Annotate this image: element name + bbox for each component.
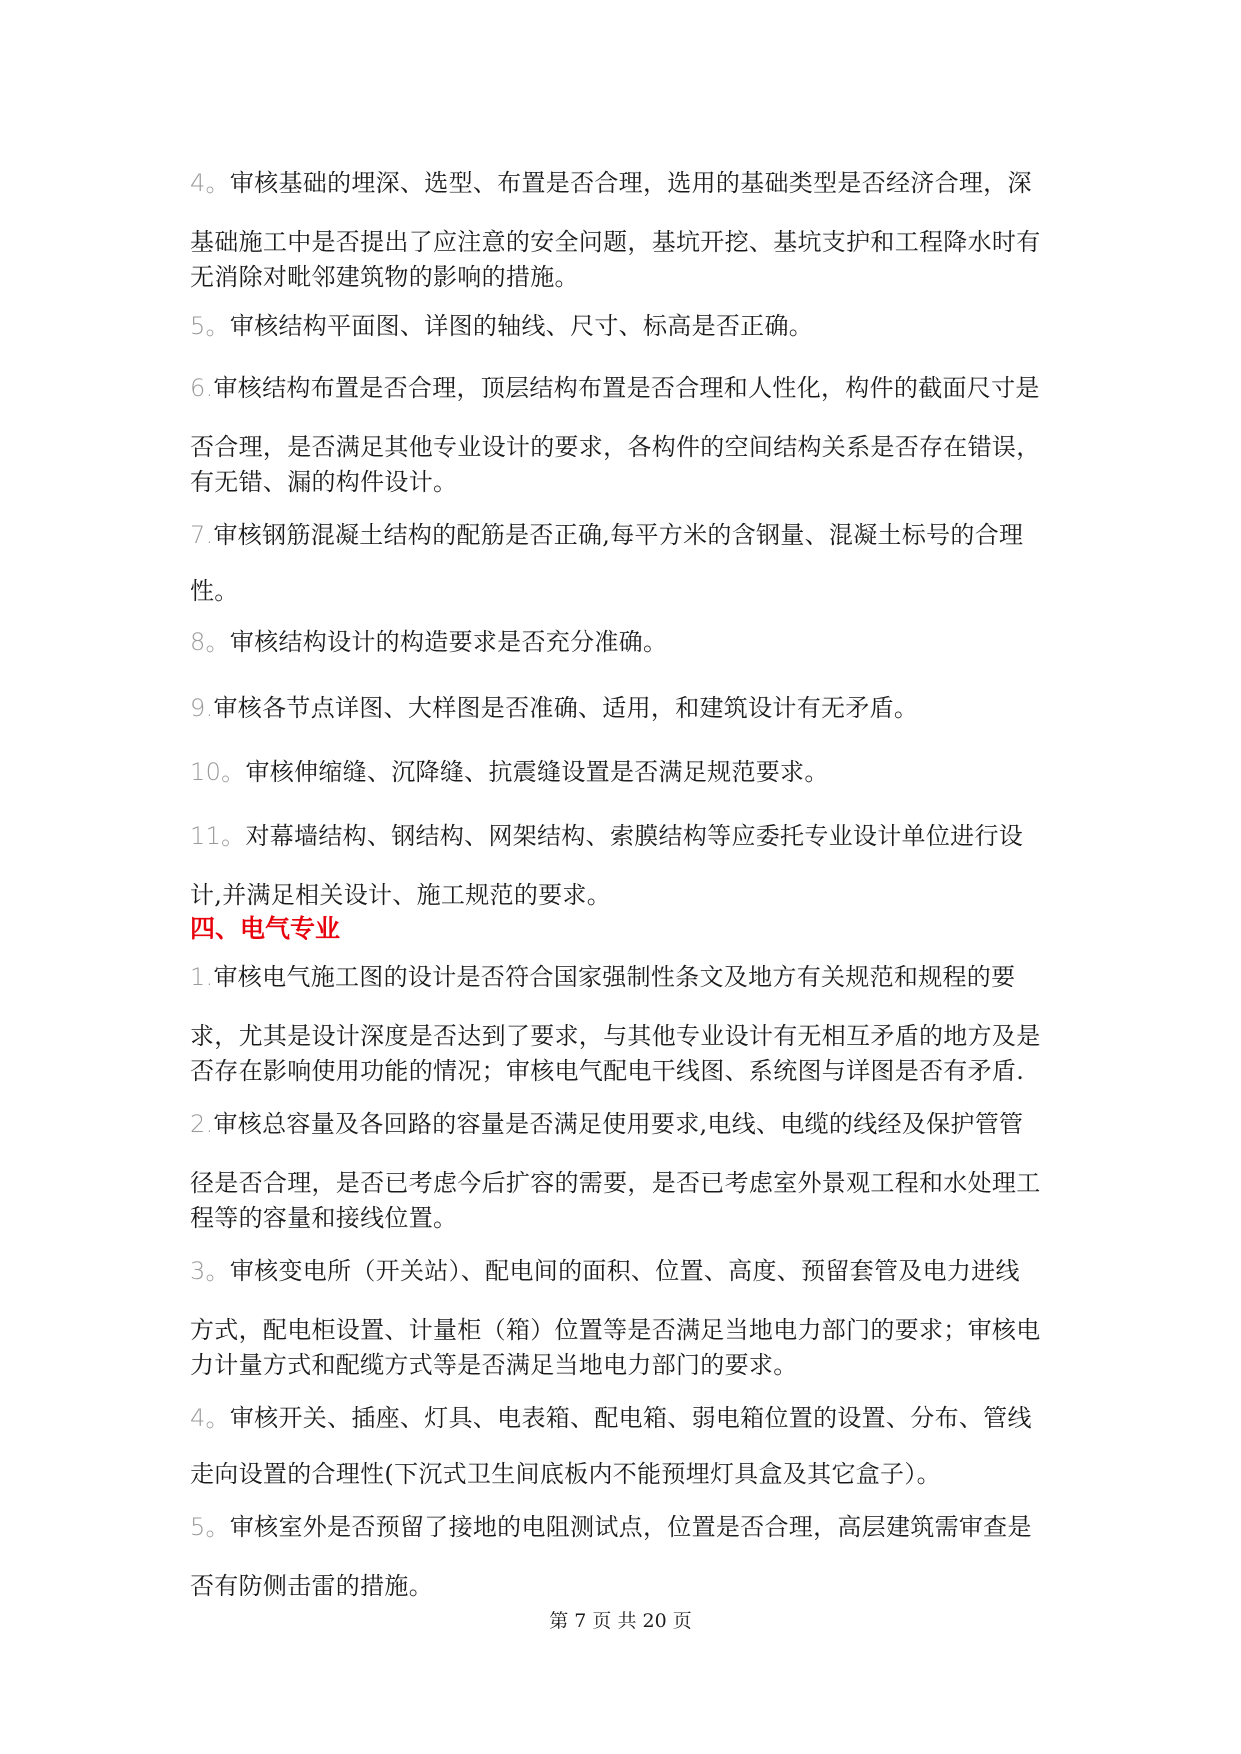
- paragraph-line: [190, 821, 1070, 851]
- item-number: 4。: [190, 1404, 230, 1432]
- paragraph-line: [190, 467, 1070, 497]
- line-text: 审核结构布置是否合理，顶层结构布置是否合理和人性化，构件的截面尺寸是: [213, 374, 1040, 402]
- paragraph-line: [190, 1203, 1070, 1233]
- line-text: 审核基础的埋深、选型、布置是否合理，选用的基础类型是否经济合理，深: [229, 169, 1032, 197]
- paragraph-line: [190, 1512, 1070, 1542]
- line-text: 性。: [190, 577, 239, 605]
- paragraph-line: [190, 1056, 1070, 1086]
- paragraph-line: [190, 1021, 1070, 1051]
- line-text: 审核结构平面图、详图的轴线、尺寸、标高是否正确。: [229, 312, 814, 340]
- item-number: 9.: [190, 694, 214, 722]
- line-text: 基础施工中是否提出了应注意的安全问题，基坑开挖、基坑支护和工程降水时有: [190, 228, 1041, 256]
- line-text: 审核钢筋混凝土结构的配筋是否正确,每平方米的含钢量、混凝土标号的合理: [213, 521, 1024, 549]
- line-text: 否合理，是否满足其他专业设计的要求，各构件的空间结构关系是否存在错误，: [190, 433, 1041, 461]
- item-number: 1.: [190, 963, 214, 991]
- line-text: 求，尤其是设计深度是否达到了要求，与其他专业设计有无相互矛盾的地方及是: [190, 1022, 1041, 1050]
- line-text: 方式，配电柜设置、计量柜（箱）位置等是否满足当地电力部门的要求；审核电: [190, 1316, 1041, 1344]
- item-number: 10。: [190, 758, 246, 786]
- item-number: 8。: [190, 628, 230, 656]
- line-text: 力计量方式和配缆方式等是否满足当地电力部门的要求。: [190, 1351, 798, 1379]
- item-number: 2.: [190, 1110, 214, 1138]
- item-number: 4。: [190, 169, 230, 197]
- line-text: 程等的容量和接线位置。: [190, 1204, 458, 1232]
- section-heading: 四、电气专业: [190, 914, 341, 943]
- paragraph-line: [190, 962, 1070, 992]
- paragraph-line: [190, 693, 1070, 723]
- item-number: 3。: [190, 1257, 230, 1285]
- line-text: 审核结构设计的构造要求是否充分准确。: [229, 628, 668, 656]
- paragraph-line: [190, 1571, 1070, 1601]
- line-text: 审核室外是否预留了接地的电阻测试点，位置是否合理，高层建筑需审查是: [229, 1513, 1032, 1541]
- line-text: 径是否合理，是否已考虑今后扩容的需要，是否已考虑室外景观工程和水处理工: [190, 1169, 1041, 1197]
- paragraph-line: [190, 227, 1070, 257]
- paragraph-line: [190, 432, 1070, 462]
- paragraph-line: [190, 1459, 1070, 1489]
- paragraph-line: [190, 1315, 1070, 1345]
- line-text: 计,并满足相关设计、施工规范的要求。: [190, 881, 612, 909]
- paragraph-line: [190, 880, 1070, 910]
- line-text: 审核总容量及各回路的容量是否满足使用要求,电线、电缆的线经及保护管管: [213, 1110, 1024, 1138]
- paragraph-line: [190, 168, 1070, 198]
- line-text: 否存在影响使用功能的情况；审核电气配电干线图、系统图与详图是否有矛盾.: [190, 1057, 1025, 1085]
- line-text: 审核开关、插座、灯具、电表箱、配电箱、弱电箱位置的设置、分布、管线: [229, 1404, 1032, 1432]
- line-text: 审核变电所（开关站）、配电间的面积、位置、高度、预留套管及电力进线: [229, 1257, 1020, 1285]
- line-text: 审核伸缩缝、沉降缝、抗震缝设置是否满足规范要求。: [245, 758, 829, 786]
- paragraph-line: [190, 373, 1070, 403]
- line-text: 对幕墙结构、钢结构、网架结构、索膜结构等应委托专业设计单位进行设: [245, 822, 1024, 850]
- item-number: 11。: [190, 822, 246, 850]
- line-text: 走向设置的合理性(下沉式卫生间底板内不能预埋灯具盒及其它盒子）。: [190, 1460, 941, 1488]
- line-text: 审核各节点详图、大样图是否准确、适用，和建筑设计有无矛盾。: [213, 694, 919, 722]
- page-footer: 第 7 页 共 20 页: [549, 1610, 692, 1632]
- item-number: 5。: [190, 1513, 230, 1541]
- paragraph-line: [190, 627, 1070, 657]
- paragraph-line: [190, 757, 1070, 787]
- item-number: 5。: [190, 312, 230, 340]
- paragraph-line: [190, 576, 1070, 606]
- paragraph-line: [190, 311, 1070, 341]
- line-text: 否有防侧击雷的措施。: [190, 1572, 433, 1600]
- paragraph-line: [190, 1403, 1070, 1433]
- line-text: 无消除对毗邻建筑物的影响的措施。: [190, 263, 579, 291]
- paragraph-line: [190, 520, 1070, 550]
- paragraph-line: [190, 1109, 1070, 1139]
- item-number: 7.: [190, 521, 214, 549]
- paragraph-line: [190, 1168, 1070, 1198]
- line-text: 审核电气施工图的设计是否符合国家强制性条文及地方有关规范和规程的要: [213, 963, 1016, 991]
- paragraph-line: [190, 1256, 1070, 1286]
- paragraph-line: [190, 262, 1070, 292]
- paragraph-line: [190, 1350, 1070, 1380]
- item-number: 6.: [190, 374, 214, 402]
- line-text: 有无错、漏的构件设计。: [190, 468, 458, 496]
